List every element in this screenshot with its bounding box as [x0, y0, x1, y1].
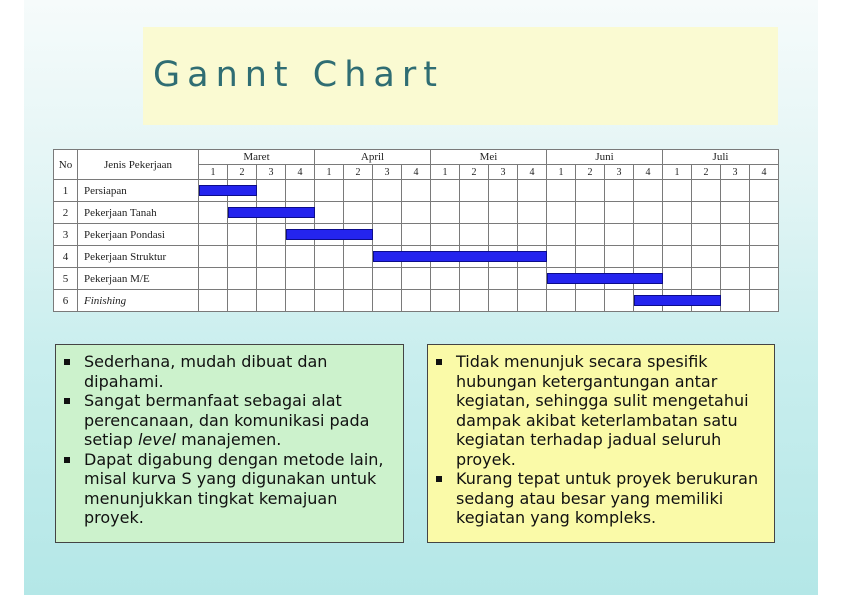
advantages-list	[56, 345, 403, 528]
week-cell	[663, 268, 692, 290]
week-cell	[576, 202, 605, 224]
week-cell	[199, 290, 228, 312]
week-cell	[431, 268, 460, 290]
week-cell	[286, 246, 315, 268]
week-header: 4	[634, 165, 663, 180]
gantt-bar	[373, 251, 547, 262]
week-cell	[344, 246, 373, 268]
month-header: Mei	[431, 150, 547, 165]
header-job: Jenis Pekerjaan	[78, 150, 199, 180]
week-cell	[750, 224, 779, 246]
week-header: 2	[228, 165, 257, 180]
week-cell	[431, 202, 460, 224]
advantage-text: Dapat digabung dengan metode lain, misal kurva S yang digunakan untuk menunjukkan tingkat kemajuan proyek.	[84, 449, 384, 527]
week-cell	[199, 224, 228, 246]
job-name: Finishing	[78, 290, 199, 312]
week-cell	[228, 268, 257, 290]
advantage-text: Sangat bermanfaat sebagai alat perencanaan, dan komunikasi pada setiap level manajemen.	[84, 391, 370, 449]
week-cell	[692, 268, 721, 290]
month-header: Maret	[199, 150, 315, 165]
week-cell	[663, 246, 692, 268]
week-cell	[750, 268, 779, 290]
week-header: 2	[692, 165, 721, 180]
week-cell	[489, 290, 518, 312]
week-cell	[460, 224, 489, 246]
week-header: 4	[286, 165, 315, 180]
week-header: 1	[199, 165, 228, 180]
week-cell	[750, 246, 779, 268]
gantt-bar	[634, 295, 721, 306]
gantt-bar	[286, 229, 373, 240]
week-cell	[315, 290, 344, 312]
week-cell	[750, 290, 779, 312]
week-cell	[547, 290, 576, 312]
week-cell	[547, 224, 576, 246]
week-header: 2	[576, 165, 605, 180]
week-cell	[663, 224, 692, 246]
week-cell	[315, 202, 344, 224]
week-cell	[489, 202, 518, 224]
week-header: 4	[402, 165, 431, 180]
week-cell	[518, 202, 547, 224]
week-cell	[489, 180, 518, 202]
week-cell	[634, 246, 663, 268]
week-cell	[199, 202, 228, 224]
week-header: 1	[663, 165, 692, 180]
row-number: 4	[54, 246, 78, 268]
row-number: 6	[54, 290, 78, 312]
week-cell	[315, 268, 344, 290]
week-cell	[460, 202, 489, 224]
week-cell	[257, 268, 286, 290]
row-number: 5	[54, 268, 78, 290]
week-cell	[373, 180, 402, 202]
advantage-item	[84, 450, 397, 528]
week-cell	[547, 202, 576, 224]
week-cell	[634, 180, 663, 202]
advantage-item	[84, 391, 397, 450]
week-cell	[576, 180, 605, 202]
week-cell	[518, 224, 547, 246]
week-cell	[518, 180, 547, 202]
week-cell	[489, 268, 518, 290]
week-cell	[460, 180, 489, 202]
week-cell	[199, 246, 228, 268]
month-header: April	[315, 150, 431, 165]
job-name: Pekerjaan Pondasi	[78, 224, 199, 246]
week-cell	[257, 180, 286, 202]
week-header: 3	[489, 165, 518, 180]
disadvantages-list	[428, 345, 774, 528]
week-cell	[402, 202, 431, 224]
week-cell	[315, 180, 344, 202]
week-cell	[344, 202, 373, 224]
week-cell	[576, 224, 605, 246]
disadvantages-box	[427, 344, 775, 543]
week-cell	[402, 180, 431, 202]
week-cell	[402, 290, 431, 312]
week-cell	[605, 224, 634, 246]
disadvantage-text: Tidak menunjuk secara spesifik hubungan ketergantungan antar kegiatan, sehingga sulit mengetahui dampak akibat keterlambatan satu kegiatan terhadap jadual seluruh proyek.	[456, 352, 749, 469]
gantt-header-months	[54, 150, 779, 165]
week-cell	[692, 224, 721, 246]
week-cell	[692, 246, 721, 268]
disadvantage-item	[456, 352, 768, 469]
week-cell	[431, 180, 460, 202]
week-cell	[750, 180, 779, 202]
week-cell	[257, 290, 286, 312]
week-cell	[344, 180, 373, 202]
week-cell	[605, 246, 634, 268]
week-cell	[547, 246, 576, 268]
week-cell	[634, 202, 663, 224]
week-cell	[402, 224, 431, 246]
week-cell	[402, 268, 431, 290]
week-header: 4	[750, 165, 779, 180]
week-cell	[518, 268, 547, 290]
week-cell	[431, 290, 460, 312]
week-header: 3	[373, 165, 402, 180]
week-cell	[373, 290, 402, 312]
week-cell	[373, 202, 402, 224]
week-cell	[199, 268, 228, 290]
advantage-item	[84, 352, 397, 391]
gantt-bar	[228, 207, 315, 218]
week-cell	[547, 180, 576, 202]
week-cell	[721, 268, 750, 290]
week-cell	[489, 224, 518, 246]
week-cell	[257, 224, 286, 246]
week-header: 1	[315, 165, 344, 180]
week-cell	[750, 202, 779, 224]
week-cell	[286, 290, 315, 312]
job-name: Pekerjaan Tanah	[78, 202, 199, 224]
row-number: 1	[54, 180, 78, 202]
week-header: 3	[605, 165, 634, 180]
week-cell	[257, 246, 286, 268]
gantt-row	[54, 202, 779, 224]
week-cell	[286, 268, 315, 290]
week-cell	[721, 224, 750, 246]
row-number: 2	[54, 202, 78, 224]
row-number: 3	[54, 224, 78, 246]
week-cell	[605, 290, 634, 312]
week-cell	[721, 202, 750, 224]
week-cell	[721, 180, 750, 202]
week-cell	[605, 202, 634, 224]
week-cell	[344, 268, 373, 290]
week-cell	[228, 224, 257, 246]
gantt-table	[53, 149, 779, 312]
slide-title: Gannt Chart	[153, 55, 444, 95]
week-cell	[460, 268, 489, 290]
week-cell	[692, 202, 721, 224]
job-name: Pekerjaan M/E	[78, 268, 199, 290]
week-cell	[634, 224, 663, 246]
month-header: Juni	[547, 150, 663, 165]
week-cell	[286, 180, 315, 202]
week-header: 3	[721, 165, 750, 180]
week-cell	[228, 246, 257, 268]
title-box	[143, 27, 778, 125]
week-cell	[373, 268, 402, 290]
advantages-box	[55, 344, 404, 543]
week-cell	[692, 180, 721, 202]
gantt-row	[54, 224, 779, 246]
week-cell	[576, 290, 605, 312]
week-cell	[228, 290, 257, 312]
week-header: 3	[257, 165, 286, 180]
header-no: No	[54, 150, 78, 180]
gantt-row	[54, 180, 779, 202]
gantt-row	[54, 268, 779, 290]
week-header: 2	[460, 165, 489, 180]
week-cell	[663, 180, 692, 202]
week-header: 1	[431, 165, 460, 180]
week-cell	[315, 246, 344, 268]
week-cell	[344, 290, 373, 312]
gantt-bar	[547, 273, 663, 284]
week-header: 2	[344, 165, 373, 180]
job-name: Pekerjaan Struktur	[78, 246, 199, 268]
gantt-bar	[199, 185, 257, 196]
month-header: Juli	[663, 150, 779, 165]
level-emphasis: level	[137, 430, 176, 449]
week-cell	[460, 290, 489, 312]
week-header: 4	[518, 165, 547, 180]
week-cell	[576, 246, 605, 268]
week-cell	[431, 224, 460, 246]
week-cell	[663, 202, 692, 224]
week-cell	[518, 290, 547, 312]
job-name: Persiapan	[78, 180, 199, 202]
week-header: 1	[547, 165, 576, 180]
week-cell	[373, 224, 402, 246]
week-cell	[605, 180, 634, 202]
advantage-text: Sederhana, mudah dibuat dan dipahami.	[84, 352, 328, 391]
week-cell	[721, 290, 750, 312]
disadvantage-text: Kurang tepat untuk proyek berukuran sedang atau besar yang memiliki kegiatan yang kompleks.	[456, 469, 759, 527]
week-cell	[721, 246, 750, 268]
disadvantage-item	[456, 469, 768, 528]
